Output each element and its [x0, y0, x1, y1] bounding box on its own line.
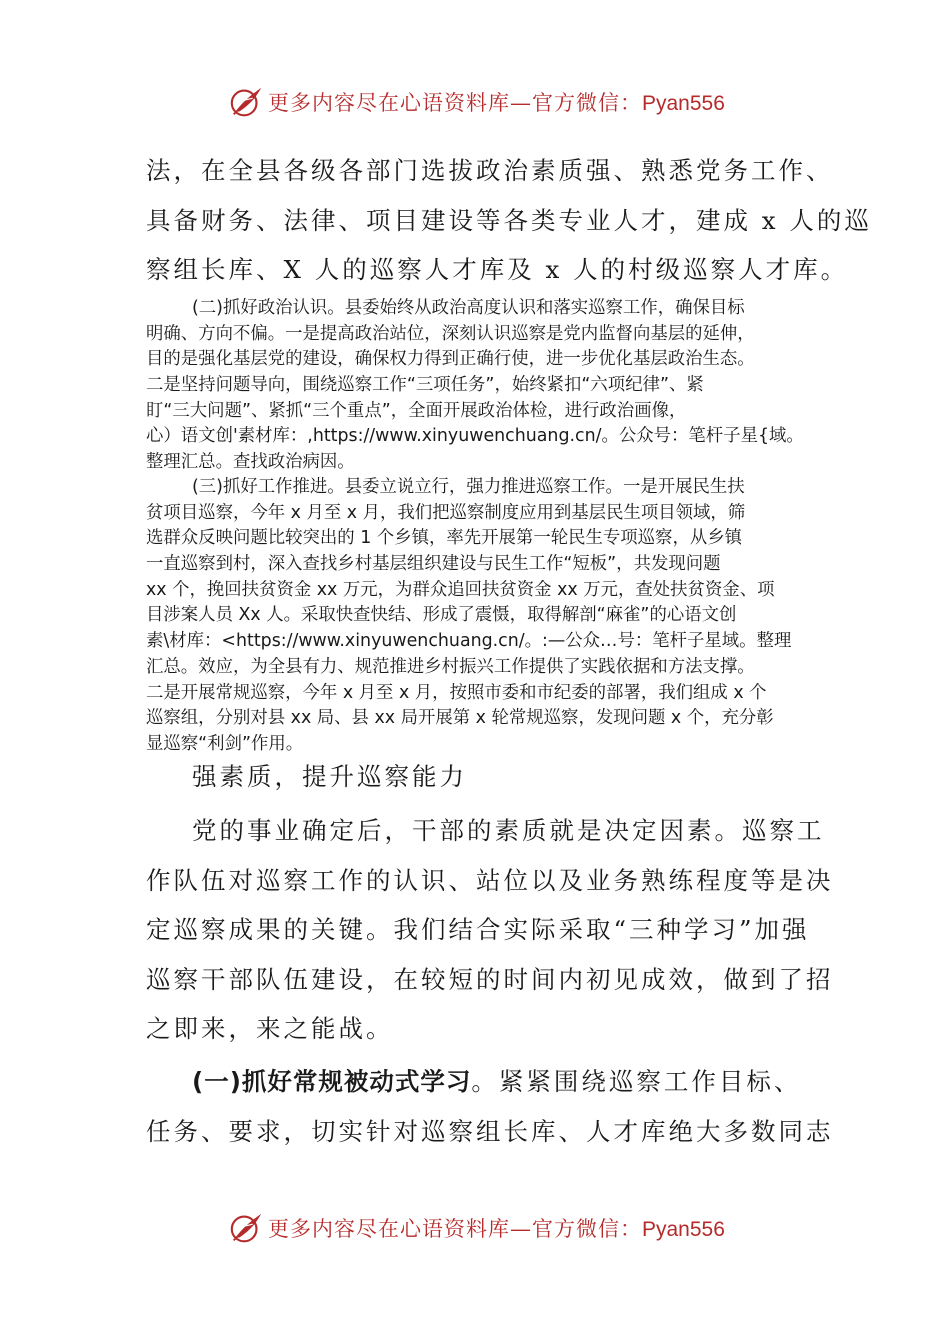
text-line: 盯“三大问题”、紧抓“三个重点”，全面开展政治体检，进行政治画像，	[146, 400, 687, 421]
text-line: 具备财务、法律、项目建设等各类专业人才，建成 x 人的巡	[146, 205, 872, 235]
banner-label: 更多内容尽在心语资料库—官方微信：	[268, 91, 642, 115]
footer-banner[interactable]	[228, 1208, 748, 1248]
header-banner[interactable]	[228, 82, 748, 122]
paragraph-routine-learning	[146, 1057, 834, 1156]
text-line: 任务、要求，切实针对巡察组长库、人才库绝大多数同志	[146, 1116, 834, 1146]
banner-text	[268, 87, 725, 117]
paragraph-cadre-quality	[146, 806, 834, 1054]
quill-logo-icon	[228, 83, 266, 121]
text-line: 察组长库、X 人的巡察人才库及 x 人的村级巡察人才库。	[146, 255, 849, 284]
text-line: 目的是强化基层党的建设，确保权力得到正确行使，进一步优化基层政治生态。	[146, 349, 755, 370]
bold-lead: (一)抓好常规被动式学习	[192, 1067, 472, 1096]
banner-handle: Pyan556	[642, 1218, 725, 1241]
text-line: 一直巡察到村，深入查找乡村基层组织建设与民生工作“短板”，共发现问题	[146, 554, 721, 575]
text-line: 整理汇总。查找政治病因。	[146, 452, 355, 473]
text-line	[146, 1057, 816, 1107]
text-line: 法，在全县各级各部门选拔政治素质强、熟悉党务工作、	[146, 156, 834, 185]
text-line: 定巡察成果的关键。我们结合实际采取“三种学习”加强	[146, 915, 810, 944]
text-line: 汇总。效应，为全县有力、规范推进乡村振兴工作提供了实践依据和方法支撑。	[146, 656, 755, 677]
text-line: 巡察组，分别对县 xx 局、县 xx 局开展第 x 轮常规巡察，发现问题 x 个，充分彰	[146, 708, 774, 729]
text-line: 巡察干部队伍建设，在较短的时间内初见成效，做到了招	[146, 964, 834, 994]
paragraph-political-awareness	[146, 296, 816, 476]
paragraph-work-progress	[146, 475, 816, 758]
text-line: 目涉案人员 Xx 人。采取快查快结、形成了震慑，取得解剖“麻雀”的心语文创	[146, 605, 737, 626]
text-line: 素\材库：<https://www.xinyuwenchuang.cn/。:—公众…号：笔杆子星域。整理	[146, 631, 792, 652]
text-line: (二)抓好政治认识。县委始终从政治高度认识和落实巡察工作，确保目标	[192, 298, 745, 318]
text-line: xx 个，挽回扶贫资金 xx 万元，为群众追回扶贫资金 xx 万元，查处扶贫资金、项	[146, 579, 775, 600]
text-line: 党的事业确定后，干部的素质就是决定因素。巡察工	[192, 816, 825, 845]
banner-handle: Pyan556	[642, 92, 725, 115]
section-heading	[146, 752, 816, 802]
text-line: 显巡察“利剑”作用。	[146, 733, 304, 754]
text-line: 贫项目巡察，今年 x 月至 x 月，我们把巡察制度应用到基层民生项目领域，筛	[146, 502, 746, 523]
quill-logo-icon	[228, 1209, 266, 1247]
text-span: 。紧紧围绕巡察工作目标、	[471, 1067, 802, 1096]
text-line: 选群众反映问题比较突出的 1 个乡镇，率先开展第一轮民生专项巡察，从乡镇	[146, 528, 743, 549]
text-line: 作队伍对巡察工作的认识、站位以及业务熟练程度等是决	[146, 865, 834, 895]
text-line: 二是开展常规巡察，今年 x 月至 x 月，按照市委和市纪委的部署，我们组成 x 个	[146, 682, 767, 703]
text-line: (三)抓好工作推进。县委立说立行，强力推进巡察工作。一是开展民生扶	[192, 477, 745, 497]
text-line: 心）语文创'素材库：,https://www.xinyuwenchuang.cn/。公众号：笔杆子星{域。	[146, 426, 804, 447]
text-line: 明确、方向不偏。一是提高政治站位，深刻认识巡察是党内监督向基层的延伸，	[146, 323, 755, 344]
paragraph-talent-pool	[146, 146, 872, 295]
text-line: 二是坚持问题导向，围绕巡察工作“三项任务”，始终紧扣“六项纪律”、紧	[146, 375, 704, 396]
banner-label: 更多内容尽在心语资料库—官方微信：	[268, 1217, 642, 1241]
text-line: 之即来，来之能战。	[146, 1014, 394, 1043]
heading-text: 强素质，提升巡察能力	[192, 762, 467, 791]
banner-text	[268, 1213, 725, 1243]
